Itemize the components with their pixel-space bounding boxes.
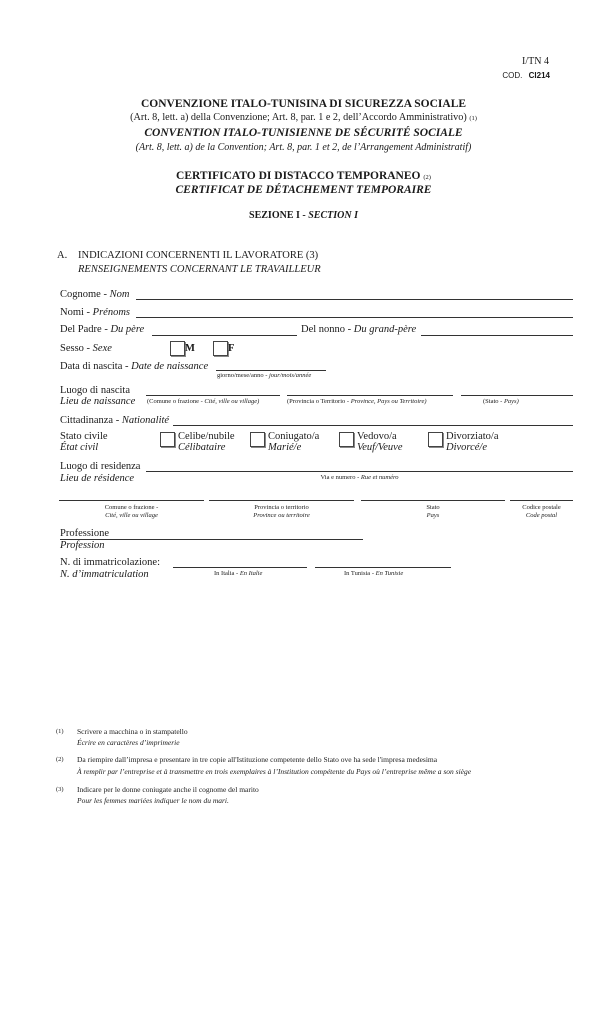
title-it-reference	[0, 112, 607, 123]
cert-note: (2)	[423, 174, 431, 181]
footnote-2-it: Da riempire dall’impresa e presentare in tre copie all'Istituzione competente dello Stato ove ha sede l'impresa medesima	[77, 755, 438, 764]
widowed-label-it: Vedovo/a	[357, 431, 397, 442]
tunisia-hint-it: In Tunisia -	[344, 570, 376, 577]
tunisia-hint-fr: En Tunisie	[375, 570, 404, 577]
single-checkbox[interactable]	[160, 432, 175, 447]
dob-label	[60, 361, 208, 372]
sex-label	[60, 343, 112, 354]
sex-female-label: F	[228, 343, 235, 354]
residence-province-field[interactable]	[209, 500, 354, 501]
footnote-2-number: (2)	[56, 756, 64, 763]
section-fr: SECTION I	[308, 210, 358, 221]
father-label-fr: Du père	[110, 324, 145, 335]
section-it: SEZIONE I -	[249, 210, 309, 221]
surname-label-it: Cognome -	[60, 289, 110, 300]
married-checkbox[interactable]	[250, 432, 265, 447]
dob-hint-it: giorno/mese/anno -	[217, 372, 269, 379]
footnote-3-fr: Pour les femmes mariées indiquer le nom du mari.	[77, 796, 229, 805]
civil-status-label-fr: État civil	[60, 442, 99, 453]
divorced-label-fr: Divorcé/e	[446, 442, 488, 453]
single-label-fr: Célibataire	[178, 442, 226, 453]
section-a-title-fr: RENSEIGNEMENTS CONCERNANT LE TRAVAILLEUR	[78, 264, 321, 275]
footnote-3-number: (3)	[56, 786, 64, 793]
code-value: CI214	[528, 71, 550, 80]
citizenship-field[interactable]	[173, 425, 573, 426]
father-label-it: Del Padre -	[60, 324, 111, 335]
divorced-checkbox[interactable]	[428, 432, 443, 447]
registration-italy-hint	[214, 570, 262, 577]
residence-postcode-hint-it: Codice postale	[522, 504, 561, 511]
form-code	[502, 71, 550, 80]
birthplace-label-it: Luogo di nascita	[60, 385, 130, 396]
footnote-2-fr: À remplir par l’entreprise et à transmettre en trois exemplaires à l’Institution compétente du Pays où l’entreprise même a son siège	[77, 767, 472, 776]
sex-female-checkbox[interactable]	[213, 341, 228, 356]
names-label	[60, 307, 130, 318]
citizenship-label-it: Cittadinanza -	[60, 415, 122, 426]
residence-postcode-hint-fr: Code postal	[525, 512, 558, 519]
names-label-fr: Prénoms	[92, 307, 131, 318]
bp-country-hint-fr: Pays)	[503, 398, 519, 405]
footnote-1-number: (1)	[56, 728, 64, 735]
civil-status-label-it: Stato civile	[60, 431, 108, 442]
section-heading	[0, 210, 607, 221]
married-label-it: Coniugato/a	[268, 431, 320, 442]
citizenship-label	[60, 415, 169, 426]
sex-male-label: M	[185, 343, 195, 354]
certificate-title-it	[0, 170, 607, 182]
footnote-1-fr: Écrire en caractères d’imprimerie	[77, 738, 180, 747]
grandfather-label-fr: Du grand-père	[353, 324, 417, 335]
residence-city-hint-fr: Cité, ville ou village	[105, 512, 158, 519]
registration-italy-field[interactable]	[173, 567, 307, 568]
residence-street-field[interactable]	[146, 471, 573, 472]
residence-postcode-field[interactable]	[510, 500, 573, 501]
title-it: CONVENZIONE ITALO-TUNISINA DI SICUREZZA SOCIALE	[140, 98, 467, 110]
footnote-1-it: Scrivere a macchina o in stampatello	[77, 727, 188, 736]
profession-label-it: Professione	[60, 528, 109, 539]
title-fr: CONVENTION ITALO-TUNISIENNE DE SÉCURITÉ SOCIALE	[144, 127, 463, 139]
street-hint-it: Via e numero -	[320, 474, 361, 481]
surname-label	[60, 289, 129, 300]
registration-label-fr: N. d’immatriculation	[60, 569, 149, 580]
bp-country-hint-it: (Stato -	[483, 398, 504, 405]
bp-province-hint-fr: Province, Pays ou Territoire)	[350, 398, 427, 405]
dob-label-fr: Date de naissance	[131, 361, 209, 372]
certificate-title-fr: CERTIFICAT DE DÉTACHEMENT TEMPORAIRE	[175, 184, 432, 196]
sex-label-it: Sesso -	[60, 343, 93, 354]
it-reference-note: (1)	[469, 115, 477, 122]
residence-country-hint-fr: Pays	[426, 512, 440, 519]
profession-label-fr: Profession	[60, 540, 105, 551]
dob-field[interactable]	[216, 370, 326, 371]
residence-street-hint	[146, 474, 573, 481]
citizenship-label-fr: Nationalité	[121, 415, 170, 426]
grandfather-label-it: Del nonno -	[301, 324, 354, 335]
profession-field[interactable]	[60, 539, 363, 540]
title-fr-reference: (Art. 8, lett. a) de la Convention; Art. 8, par. 1 et 2, de l’Arrangement Administratif)	[135, 142, 472, 153]
residence-country-hint-it: Stato	[426, 504, 440, 511]
birthplace-province-hint	[287, 398, 427, 405]
dob-hint	[217, 372, 311, 379]
bp-city-hint-it: (Comune o frazione -	[147, 398, 205, 405]
birthplace-province-field[interactable]	[287, 395, 453, 396]
it-reference-text: (Art. 8, lett. a) della Convenzione; Art. 8, par. 1 e 2, dell’Accordo Amministrativo)	[130, 112, 467, 123]
sex-label-fr: Sexe	[92, 343, 112, 354]
residence-country-field[interactable]	[361, 500, 505, 501]
residence-label-it: Luogo di residenza	[60, 461, 141, 472]
dob-label-it: Data di nascita -	[60, 361, 132, 372]
father-field[interactable]	[152, 335, 297, 336]
footnote-3-it: Indicare per le donne coniugate anche il cognome del marito	[77, 785, 259, 794]
married-label-fr: Marié/e	[268, 442, 302, 453]
residence-province-hint-it: Provincia o territorio	[254, 504, 309, 511]
street-hint-fr: Rue et numéro	[360, 474, 399, 481]
widowed-checkbox[interactable]	[339, 432, 354, 447]
surname-field[interactable]	[136, 299, 573, 300]
registration-tunisia-field[interactable]	[315, 567, 451, 568]
birthplace-label-fr: Lieu de naissance	[60, 396, 136, 407]
names-label-it: Nomi -	[60, 307, 93, 318]
grandfather-label	[301, 324, 416, 335]
birthplace-city-hint	[147, 398, 259, 405]
registration-tunisia-hint	[344, 570, 403, 577]
residence-label-fr: Lieu de résidence	[60, 473, 135, 484]
residence-city-hint-it: Comune o frazione -	[104, 504, 159, 511]
grandfather-field[interactable]	[421, 335, 573, 336]
italy-hint-fr: En Italie	[239, 570, 263, 577]
bp-city-hint-fr: Cité, ville ou village)	[204, 398, 260, 405]
bp-province-hint-it: (Provincia o Territorio -	[287, 398, 351, 405]
section-a-letter: A.	[57, 250, 68, 261]
cert-it-text: CERTIFICATO DI DISTACCO TEMPORANEO	[176, 170, 421, 182]
dob-hint-fr: jour/mois/année	[269, 372, 312, 379]
birthplace-country-hint	[483, 398, 519, 405]
names-field[interactable]	[136, 317, 573, 318]
widowed-label-fr: Veuf/Veuve	[357, 442, 403, 453]
single-label-it: Celibe/nubile	[178, 431, 235, 442]
birthplace-city-field[interactable]	[146, 395, 280, 396]
code-label: COD.	[502, 71, 523, 80]
italy-hint-it: In Italia -	[214, 570, 240, 577]
residence-city-field[interactable]	[59, 500, 204, 501]
residence-province-hint-fr: Province ou territoire	[253, 512, 310, 519]
section-a-title-it: INDICAZIONI CONCERNENTI IL LAVORATORE (3)	[78, 250, 319, 261]
surname-label-fr: Nom	[109, 289, 130, 300]
divorced-label-it: Divorziato/a	[446, 431, 499, 442]
father-label	[60, 324, 144, 335]
birthplace-country-field[interactable]	[461, 395, 573, 396]
form-number: I/TN 4	[522, 56, 549, 67]
registration-label-it: N. di immatricolazione:	[60, 557, 161, 568]
sex-male-checkbox[interactable]	[170, 341, 185, 356]
